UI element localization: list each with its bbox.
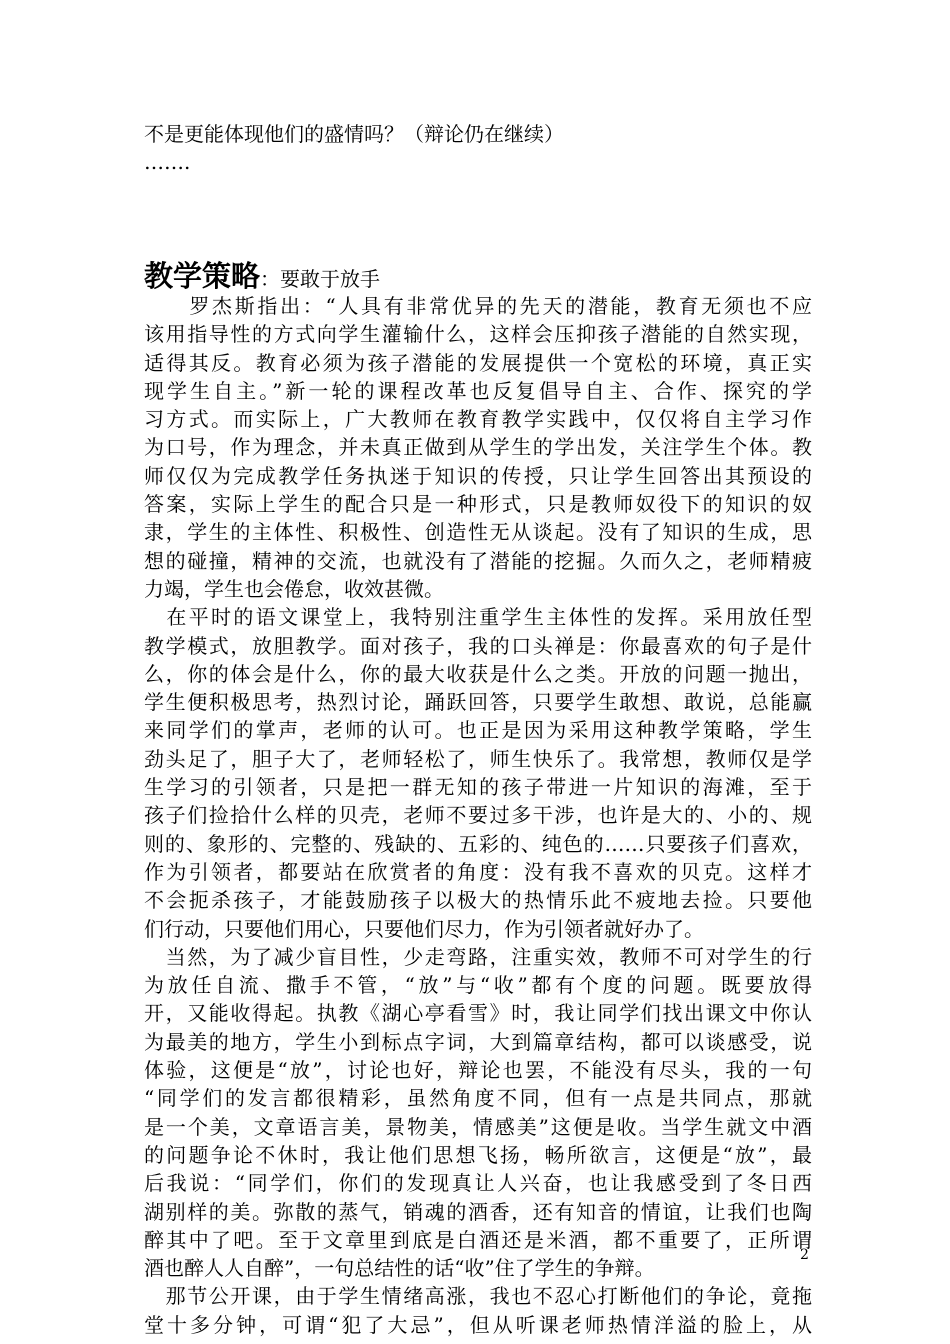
text-line: 在平时的语文课堂上，我特别注重学生主体性的发挥。采用放任型: [144, 605, 812, 630]
text-line: 习方式。而实际上，广大教师在教育教学实践中，仅仅将自主学习作: [144, 407, 812, 432]
text-line: 不会扼杀孩子，才能鼓励孩子以极大的热情乐此不疲地去捡。只要他: [144, 888, 812, 913]
text-line: 力竭，学生也会倦怠，收效甚微。: [144, 576, 444, 601]
text-line: 是一个美，文章语言美，景物美，情感美”这便是收。当学生就文中酒: [144, 1114, 812, 1139]
text-line: 为口号，作为理念，并未真正做到从学生的学出发，关注学生个体。教: [144, 435, 812, 460]
section-subtitle: ：要敢于放手: [260, 267, 381, 291]
paragraph: [144, 292, 812, 603]
text-line: 学生便积极思考，热烈讨论，踊跃回答，只要学生敢想、敢说，总能赢: [144, 690, 812, 715]
text-line: 该用指导性的方式向学生灌输什么，这样会压抑孩子潜能的自然实现，: [144, 322, 812, 347]
text-line: 生学习的引领者，只是把一群无知的孩子带进一片知识的海滩，至于: [144, 775, 812, 800]
text-line: 醉其中了吧。至于文章里到底是白酒还是米酒，都不重要了，正所谓: [144, 1227, 812, 1252]
text-line: 不是更能体现他们的盛情吗？（辩论仍在继续）: [144, 122, 564, 146]
text-line: 适得其反。教育必须为孩子潜能的发展提供一个宽松的环境，真正实: [144, 350, 812, 375]
paragraph: [144, 1282, 812, 1339]
text-line: 师仅仅为完成教学任务执迷于知识的传授，只让学生回答出其预设的: [144, 463, 812, 488]
section-title: 教学策略: [144, 259, 261, 293]
text-line: 则的、象形的、完整的、残缺的、五彩的、纯色的……只要孩子们喜欢，: [144, 831, 812, 856]
previous-section-ending: [144, 120, 824, 176]
text-line: 想的碰撞，精神的交流，也就没有了潜能的挖掘。久而久之，老师精疲: [144, 548, 812, 573]
text-line: 们行动，只要他们用心，只要他们尽力，作为引领者就好办了。: [144, 916, 704, 941]
text-line: 酒也醉人人自醉”，一句总结性的话“收”住了学生的争辩。: [144, 1256, 655, 1281]
article-body: [144, 292, 812, 1339]
ellipsis-line: …….: [144, 150, 191, 174]
text-line: 罗杰斯指出：“人具有非常优异的先天的潜能，教育无须也不应: [144, 294, 812, 318]
text-line: 隶，学生的主体性、积极性、创造性无从谈起。没有了知识的生成，思: [144, 520, 812, 545]
paragraph: [144, 603, 812, 943]
text-line: 劲头足了，胆子大了，老师轻松了，师生快乐了。我常想，教师仅是学: [144, 746, 812, 771]
text-line: 堂十多分钟，可谓“犯了大忌”，但从听课老师热情洋溢的脸上，从: [144, 1312, 812, 1337]
text-line: “同学们的发言都很精彩，虽然角度不同，但有一点是共同点，那就: [144, 1086, 812, 1111]
text-line: 来同学们的掌声，老师的认可。也正是因为采用这种教学策略，学生: [144, 718, 812, 743]
text-line: 后我说：“同学们，你们的发现真让人兴奋，也让我感受到了冬日西: [144, 1171, 812, 1196]
text-line: 的问题争论不休时，我让他们思想飞扬，畅所欲言，这便是“放”，最: [144, 1142, 812, 1167]
text-line: 答案，实际上学生的配合只是一种形式，只是教师奴役下的知识的奴: [144, 492, 812, 517]
text-line: 那节公开课，由于学生情绪高涨，我也不忍心打断他们的争论，竟拖: [144, 1284, 812, 1309]
text-line: 孩子们捡拾什么样的贝壳，老师不要过多干涉，也许是大的、小的、规: [144, 803, 812, 828]
text-line: 么，你的体会是什么，你的最大收获是什么之类。开放的问题一抛出，: [144, 661, 812, 686]
text-line: 为最美的地方，学生小到标点字词，大到篇章结构，都可以谈感受，说: [144, 1029, 812, 1054]
paragraph: [144, 943, 812, 1283]
text-line: 湖别样的美。弥散的蒸气，销魂的酒香，还有知音的情谊，让我们也陶: [144, 1199, 812, 1224]
text-line: 当然，为了减少盲目性，少走弯路，注重实效，教师不可对学生的行: [144, 944, 812, 969]
section-heading: [144, 254, 824, 295]
text-line: 教学模式，放胆教学。面对孩子，我的口头禅是：你最喜欢的句子是什: [144, 633, 812, 658]
text-line: 现学生自主。”新一轮的课程改革也反复倡导自主、合作、探究的学: [144, 378, 812, 403]
text-line: 开，又能收得起。执教《湖心亭看雪》时，我让同学们找出课文中你认: [144, 1001, 812, 1026]
text-line: 为放任自流、撒手不管，“放”与“收”都有个度的问题。既要放得: [144, 973, 812, 998]
text-line: 体验，这便是“放”，讨论也好，辩论也罢，不能没有尽头，我的一句: [144, 1058, 812, 1083]
text-line: 作为引领者，都要站在欣赏者的角度：没有我不喜欢的贝克。这样才: [144, 859, 812, 884]
page-number: 2: [800, 1247, 809, 1263]
